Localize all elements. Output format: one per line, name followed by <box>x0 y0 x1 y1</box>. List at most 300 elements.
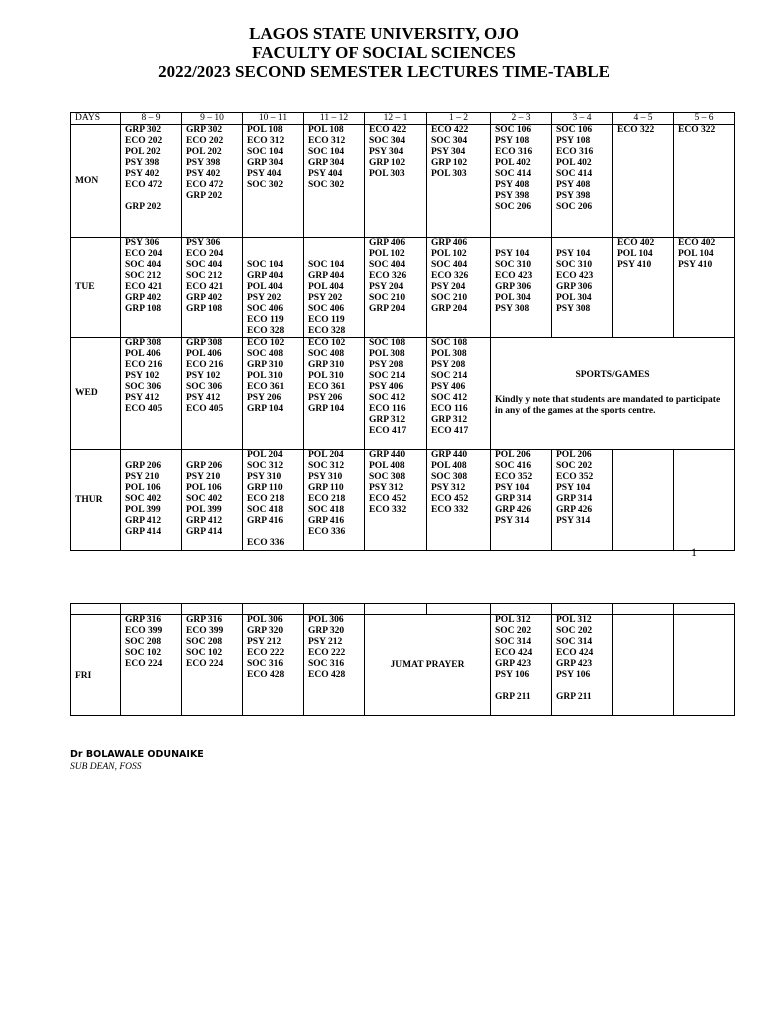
course-code: SOC 304 <box>431 136 468 146</box>
course-code: ECO 424 <box>556 648 594 658</box>
course-code: GRP 304 <box>308 158 345 168</box>
course-code: SOC 314 <box>495 637 532 647</box>
course-code: ECO 472 <box>125 180 163 190</box>
course-code: SOC 412 <box>369 393 406 403</box>
course-code: SOC 302 <box>247 180 284 190</box>
col-header: 4 – 5 <box>613 113 674 125</box>
course-code: PSY 108 <box>556 136 591 146</box>
course-code: PSY 406 <box>431 382 466 392</box>
course-cell <box>613 238 674 338</box>
course-code <box>247 527 299 538</box>
course-code: ECO 361 <box>247 382 285 392</box>
course-code: PSY 408 <box>495 180 530 190</box>
course-code: SOC 210 <box>431 293 468 303</box>
course-code: ECO 428 <box>308 670 346 680</box>
faculty-title: FACULTY OF SOCIAL SCIENCES <box>252 43 516 62</box>
course-code: GRP 416 <box>247 516 284 526</box>
course-code: ECO 423 <box>556 271 594 281</box>
course-code: ECO 119 <box>308 315 345 325</box>
course-code: GRP 108 <box>125 304 162 314</box>
course-code: POL 308 <box>431 349 467 359</box>
course-code: ECO 204 <box>125 249 163 259</box>
jumat-prayer-label: JUMAT PRAYER <box>390 659 465 670</box>
course-cell <box>182 450 243 551</box>
course-code <box>495 681 547 692</box>
course-cell <box>674 238 735 338</box>
course-code: POL 106 <box>125 483 161 493</box>
course-code: GRP 104 <box>308 404 345 414</box>
day-row-friday <box>71 615 735 716</box>
course-code: SOC 214 <box>369 371 406 381</box>
course-code: SOC 412 <box>431 393 468 403</box>
day-row <box>71 238 735 338</box>
timetable-title: 2022/2023 SECOND SEMESTER LECTURES TIME-TABLE <box>158 62 610 81</box>
course-code: SOC 310 <box>495 260 532 270</box>
course-code: SOC 404 <box>369 260 406 270</box>
course-cell <box>674 125 735 238</box>
course-code: GRP 404 <box>247 271 284 281</box>
course-code: ECO 316 <box>495 147 533 157</box>
course-code: POL 304 <box>495 293 531 303</box>
course-code: SOC 308 <box>431 472 468 482</box>
course-code: SOC 402 <box>125 494 162 504</box>
course-code: ECO 202 <box>186 136 224 146</box>
course-code: SOC 306 <box>186 382 223 392</box>
course-cell <box>674 615 735 716</box>
course-code: ECO 116 <box>369 404 406 414</box>
course-code: GRP 320 <box>247 626 284 636</box>
course-code: PSY 108 <box>495 136 530 146</box>
course-code: POL 102 <box>431 249 467 259</box>
course-code: GRP 426 <box>556 505 593 515</box>
course-code: GRP 404 <box>308 271 345 281</box>
course-code: POL 408 <box>431 461 467 471</box>
course-code: ECO 452 <box>431 494 469 504</box>
course-code <box>125 450 177 461</box>
course-code: ECO 218 <box>247 494 285 504</box>
course-cell <box>491 125 552 238</box>
course-code: ECO 332 <box>369 505 407 515</box>
course-cell <box>552 125 613 238</box>
course-code: ECO 218 <box>308 494 346 504</box>
course-code: GRP 312 <box>431 415 468 425</box>
course-code: SOC 206 <box>495 202 532 212</box>
course-code: POL 204 <box>247 450 283 460</box>
course-code: ECO 119 <box>247 315 284 325</box>
course-code: GRP 316 <box>125 615 162 625</box>
course-code: PSY 312 <box>431 483 466 493</box>
course-code: PSY 210 <box>186 472 221 482</box>
course-code: SOC 314 <box>556 637 593 647</box>
course-code: ECO 222 <box>308 648 346 658</box>
course-code: PSY 104 <box>556 249 591 259</box>
course-code: GRP 440 <box>431 450 468 460</box>
course-code: ECO 417 <box>431 426 469 436</box>
jumat-prayer-cell <box>365 615 491 716</box>
col-header: 8 – 9 <box>121 113 182 125</box>
course-code: ECO 322 <box>617 125 655 135</box>
course-cell <box>243 615 304 716</box>
course-code: PSY 398 <box>556 191 591 201</box>
course-code: PSY 304 <box>369 147 404 157</box>
course-cell <box>491 450 552 551</box>
course-code: SOC 104 <box>247 260 284 270</box>
course-cell <box>365 450 427 551</box>
course-code: PSY 208 <box>369 360 404 370</box>
col-header: 9 – 10 <box>182 113 243 125</box>
course-code: PSY 412 <box>186 393 221 403</box>
course-code: ECO 316 <box>556 147 594 157</box>
course-code: POL 206 <box>556 450 592 460</box>
course-code: GRP 202 <box>125 202 162 212</box>
course-code: POL 404 <box>247 282 283 292</box>
course-cell <box>182 238 243 338</box>
course-code: ECO 405 <box>125 404 163 414</box>
course-code: GRP 204 <box>369 304 406 314</box>
course-code: POL 306 <box>308 615 344 625</box>
course-code: ECO 421 <box>125 282 163 292</box>
course-cell <box>243 450 304 551</box>
sports-title: SPORTS/GAMES <box>575 370 650 380</box>
course-code: PSY 310 <box>308 472 343 482</box>
course-code: ECO 361 <box>308 382 346 392</box>
course-code: GRP 423 <box>495 659 532 669</box>
course-code: GRP 204 <box>431 304 468 314</box>
course-code: ECO 328 <box>247 326 285 336</box>
course-code: PSY 106 <box>556 670 591 680</box>
course-code: PSY 306 <box>186 238 221 248</box>
course-cell <box>427 238 491 338</box>
sports-games-cell <box>491 338 735 450</box>
course-code: GRP 304 <box>247 158 284 168</box>
course-code: PSY 306 <box>125 238 160 248</box>
course-cell <box>304 615 365 716</box>
course-code: ECO 399 <box>125 626 163 636</box>
signatory-role: SUB DEAN, FOSS <box>70 762 142 772</box>
course-code: ECO 421 <box>186 282 224 292</box>
course-code: POL 303 <box>369 169 405 179</box>
signature-block <box>70 749 204 773</box>
course-code: GRP 306 <box>495 282 532 292</box>
page-number: 1 <box>691 545 697 559</box>
course-code: SOC 202 <box>495 626 532 636</box>
col-header: 1 – 2 <box>427 113 491 125</box>
course-code: SOC 206 <box>556 202 593 212</box>
col-header-days: DAYS <box>71 113 121 125</box>
course-code: GRP 308 <box>125 338 162 348</box>
course-code: GRP 402 <box>125 293 162 303</box>
course-code: ECO 326 <box>369 271 407 281</box>
course-cell <box>182 125 243 238</box>
course-code: GRP 308 <box>186 338 223 348</box>
course-code: ECO 472 <box>186 180 224 190</box>
course-code: PSY 314 <box>495 516 530 526</box>
course-code: PSY 310 <box>247 472 282 482</box>
course-code: SOC 208 <box>125 637 162 647</box>
course-code: GRP 108 <box>186 304 223 314</box>
course-code <box>247 238 299 249</box>
course-code: POL 308 <box>369 349 405 359</box>
course-code: GRP 402 <box>186 293 223 303</box>
course-code: GRP 211 <box>495 692 531 702</box>
course-cell <box>552 450 613 551</box>
course-code: ECO 402 <box>678 238 716 248</box>
course-cell <box>427 125 491 238</box>
course-code: POL 404 <box>308 282 344 292</box>
course-code: PSY 104 <box>495 249 530 259</box>
course-code: SOC 304 <box>369 136 406 146</box>
course-code: ECO 224 <box>186 659 224 669</box>
course-code <box>125 191 177 202</box>
course-code: POL 303 <box>431 169 467 179</box>
course-code: GRP 102 <box>369 158 406 168</box>
course-code: SOC 316 <box>308 659 345 669</box>
course-code: ECO 312 <box>308 136 346 146</box>
course-code: GRP 406 <box>369 238 406 248</box>
day-row <box>71 450 735 551</box>
course-code: POL 204 <box>308 450 344 460</box>
course-code: POL 312 <box>495 615 531 625</box>
course-code: PSY 212 <box>247 637 282 647</box>
course-code: SOC 102 <box>125 648 162 658</box>
course-code: SOC 104 <box>308 260 345 270</box>
course-code: PSY 304 <box>431 147 466 157</box>
course-code: PSY 202 <box>247 293 282 303</box>
course-code: GRP 314 <box>495 494 532 504</box>
header-row <box>71 113 735 125</box>
course-code: POL 310 <box>308 371 344 381</box>
signatory-name: Dr BOLAWALE ODUNAIKE <box>70 749 204 760</box>
course-code: PSY 212 <box>308 637 343 647</box>
course-code: SOC 408 <box>308 349 345 359</box>
course-cell <box>552 238 613 338</box>
col-header: 2 – 3 <box>491 113 552 125</box>
course-code: ECO 428 <box>247 670 285 680</box>
course-code: SOC 106 <box>556 125 593 135</box>
course-code: PSY 398 <box>495 191 530 201</box>
course-code: SOC 302 <box>308 180 345 190</box>
col-header: 11 – 12 <box>304 113 365 125</box>
course-code: SOC 108 <box>431 338 468 348</box>
course-code: PSY 412 <box>125 393 160 403</box>
course-code: SOC 308 <box>369 472 406 482</box>
course-code: SOC 106 <box>495 125 532 135</box>
course-code: SOC 404 <box>125 260 162 270</box>
course-code: GRP 202 <box>186 191 223 201</box>
course-code: ECO 312 <box>247 136 285 146</box>
course-code: PSY 406 <box>369 382 404 392</box>
course-code: GRP 414 <box>186 527 223 537</box>
course-code: POL 402 <box>495 158 531 168</box>
day-label: MON <box>71 125 121 238</box>
course-code: ECO 322 <box>678 125 716 135</box>
course-code: PSY 408 <box>556 180 591 190</box>
course-code: SOC 406 <box>308 304 345 314</box>
course-code: SOC 408 <box>247 349 284 359</box>
course-cell <box>121 125 182 238</box>
course-code: GRP 110 <box>308 483 344 493</box>
course-code <box>247 249 299 260</box>
course-code: GRP 310 <box>247 360 284 370</box>
course-code: POL 104 <box>678 249 714 259</box>
course-code: GRP 211 <box>556 692 592 702</box>
course-code: ECO 216 <box>186 360 224 370</box>
course-code: ECO 423 <box>495 271 533 281</box>
course-code: POL 310 <box>247 371 283 381</box>
course-cell <box>491 238 552 338</box>
course-code: SOC 212 <box>186 271 223 281</box>
course-code: PSY 410 <box>678 260 713 270</box>
course-code: PSY 404 <box>308 169 343 179</box>
course-code: PSY 314 <box>556 516 591 526</box>
course-cell <box>304 125 365 238</box>
course-cell <box>365 338 427 450</box>
course-cell <box>427 338 491 450</box>
course-cell <box>304 338 365 450</box>
course-code: POL 102 <box>369 249 405 259</box>
course-code: POL 108 <box>308 125 344 135</box>
course-code: GRP 206 <box>186 461 223 471</box>
day-label: WED <box>71 338 121 450</box>
course-code: PSY 308 <box>495 304 530 314</box>
course-code: ECO 336 <box>308 527 346 537</box>
course-code: ECO 202 <box>125 136 163 146</box>
course-code: ECO 224 <box>125 659 163 669</box>
course-code: GRP 306 <box>556 282 593 292</box>
blank-header-row <box>71 604 735 615</box>
col-header: 10 – 11 <box>243 113 304 125</box>
course-code: SOC 104 <box>247 147 284 157</box>
course-code: PSY 398 <box>125 158 160 168</box>
course-code: SOC 102 <box>186 648 223 658</box>
day-row <box>71 338 735 450</box>
course-code: GRP 104 <box>247 404 284 414</box>
course-code: PSY 204 <box>431 282 466 292</box>
course-code <box>308 238 360 249</box>
course-code: PSY 206 <box>308 393 343 403</box>
course-code: PSY 202 <box>308 293 343 303</box>
course-code <box>556 681 608 692</box>
course-code: POL 406 <box>125 349 161 359</box>
course-cell <box>243 125 304 238</box>
course-code: GRP 206 <box>125 461 162 471</box>
course-code: SOC 214 <box>431 371 468 381</box>
course-code: SOC 212 <box>125 271 162 281</box>
course-code: POL 304 <box>556 293 592 303</box>
course-code: POL 202 <box>186 147 222 157</box>
course-cell <box>121 450 182 551</box>
course-code: SOC 312 <box>308 461 345 471</box>
course-code: GRP 426 <box>495 505 532 515</box>
document-header <box>0 24 768 81</box>
course-code: SOC 210 <box>369 293 406 303</box>
course-code: ECO 332 <box>431 505 469 515</box>
course-code: POL 402 <box>556 158 592 168</box>
course-code: ECO 222 <box>247 648 285 658</box>
course-code: GRP 312 <box>369 415 406 425</box>
course-code: SOC 208 <box>186 637 223 647</box>
course-code: ECO 452 <box>369 494 407 504</box>
course-code: ECO 328 <box>308 326 346 336</box>
course-code: POL 312 <box>556 615 592 625</box>
university-title: LAGOS STATE UNIVERSITY, OJO <box>249 24 519 43</box>
course-code: PSY 404 <box>247 169 282 179</box>
course-code: PSY 402 <box>125 169 160 179</box>
course-code <box>556 238 608 249</box>
course-code: SOC 414 <box>495 169 532 179</box>
course-code: SOC 406 <box>247 304 284 314</box>
course-cell <box>121 338 182 450</box>
course-code: POL 104 <box>617 249 653 259</box>
course-code: SOC 414 <box>556 169 593 179</box>
course-code: ECO 422 <box>369 125 407 135</box>
course-code: SOC 312 <box>247 461 284 471</box>
course-cell <box>365 125 427 238</box>
course-code: ECO 402 <box>617 238 655 248</box>
course-code: PSY 210 <box>125 472 160 482</box>
course-code: PSY 206 <box>247 393 282 403</box>
course-cell <box>674 450 735 551</box>
timetable-friday <box>70 603 735 716</box>
course-code: SOC 418 <box>247 505 284 515</box>
course-code: ECO 102 <box>247 338 285 348</box>
course-code: POL 408 <box>369 461 405 471</box>
course-code: GRP 440 <box>369 450 406 460</box>
course-code: POL 399 <box>125 505 161 515</box>
course-cell <box>491 615 552 716</box>
course-code: ECO 405 <box>186 404 224 414</box>
course-code: PSY 208 <box>431 360 466 370</box>
course-code: PSY 312 <box>369 483 404 493</box>
course-code: GRP 412 <box>125 516 162 526</box>
course-code: PSY 402 <box>186 169 221 179</box>
course-code: POL 108 <box>247 125 283 135</box>
course-code: GRP 102 <box>431 158 468 168</box>
sports-note: Kindly y note that students are mandated to participate in any of the games at the sports centre. <box>495 395 721 416</box>
course-code: GRP 320 <box>308 626 345 636</box>
course-cell <box>552 615 613 716</box>
timetable-main <box>70 112 735 551</box>
course-code: ECO 336 <box>247 538 285 548</box>
course-cell <box>613 450 674 551</box>
course-code: GRP 110 <box>247 483 283 493</box>
course-code: GRP 316 <box>186 615 223 625</box>
course-code: ECO 116 <box>431 404 468 414</box>
col-header: 5 – 6 <box>674 113 735 125</box>
course-code: GRP 423 <box>556 659 593 669</box>
course-code: SOC 418 <box>308 505 345 515</box>
course-code: PSY 410 <box>617 260 652 270</box>
course-code: SOC 416 <box>495 461 532 471</box>
course-code: PSY 398 <box>186 158 221 168</box>
course-code: SOC 316 <box>247 659 284 669</box>
course-code: PSY 308 <box>556 304 591 314</box>
course-code: SOC 202 <box>556 461 593 471</box>
course-code: ECO 102 <box>308 338 346 348</box>
course-code: POL 206 <box>495 450 531 460</box>
course-code: ECO 417 <box>369 426 407 436</box>
course-code: SOC 402 <box>186 494 223 504</box>
course-code: SOC 404 <box>431 260 468 270</box>
col-header: 12 – 1 <box>365 113 427 125</box>
course-code: PSY 104 <box>495 483 530 493</box>
course-code: POL 406 <box>186 349 222 359</box>
course-code: PSY 106 <box>495 670 530 680</box>
day-row <box>71 125 735 238</box>
course-cell <box>121 615 182 716</box>
course-code: ECO 352 <box>556 472 594 482</box>
course-code: ECO 424 <box>495 648 533 658</box>
